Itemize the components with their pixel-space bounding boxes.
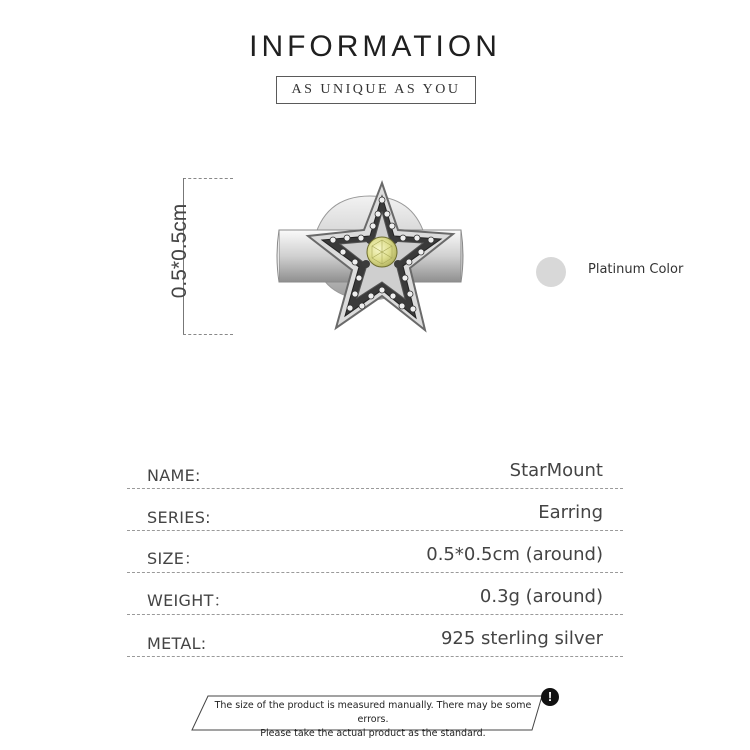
spec-value: 925 sterling silver [440, 628, 603, 649]
spec-value: Earring [538, 502, 603, 523]
spec-key: SERIES: [147, 508, 211, 527]
exclamation-icon: ! [541, 688, 559, 706]
disclaimer-note [190, 695, 550, 739]
subtitle-frame [276, 76, 476, 104]
spec-row-series [127, 488, 623, 531]
spec-row-weight [127, 572, 623, 615]
disclaimer-text [210, 699, 536, 741]
spec-value: 0.5*0.5cm (around) [426, 544, 603, 565]
page-title: INFORMATION [249, 30, 501, 63]
page-subtitle: AS UNIQUE AS YOU [291, 82, 461, 97]
disclaimer-line-1: The size of the product is measured manually. There may be some errors. [214, 700, 532, 725]
color-option-label: Platinum Color [588, 262, 684, 277]
spec-value: StarMount [509, 460, 603, 481]
disclaimer-line-2: Please take the actual product as the standard. [260, 728, 486, 739]
spec-row-name [127, 446, 623, 489]
star-stud-earring-icon [275, 178, 465, 353]
spec-key: METAL: [147, 634, 207, 653]
dimension-guide-bottom [183, 334, 233, 335]
spec-key: SIZE： [147, 549, 201, 568]
spec-value: 0.3g (around) [479, 586, 603, 607]
color-swatch[interactable] [536, 257, 566, 287]
spec-row-metal [127, 614, 623, 657]
dimension-label: 0.5*0.5cm [168, 203, 191, 299]
product-image [275, 178, 465, 353]
spec-key: WEIGHT： [147, 591, 230, 610]
spec-row-size [127, 530, 623, 573]
dimension-guide-top [183, 178, 233, 179]
spec-key: NAME: [147, 466, 201, 485]
